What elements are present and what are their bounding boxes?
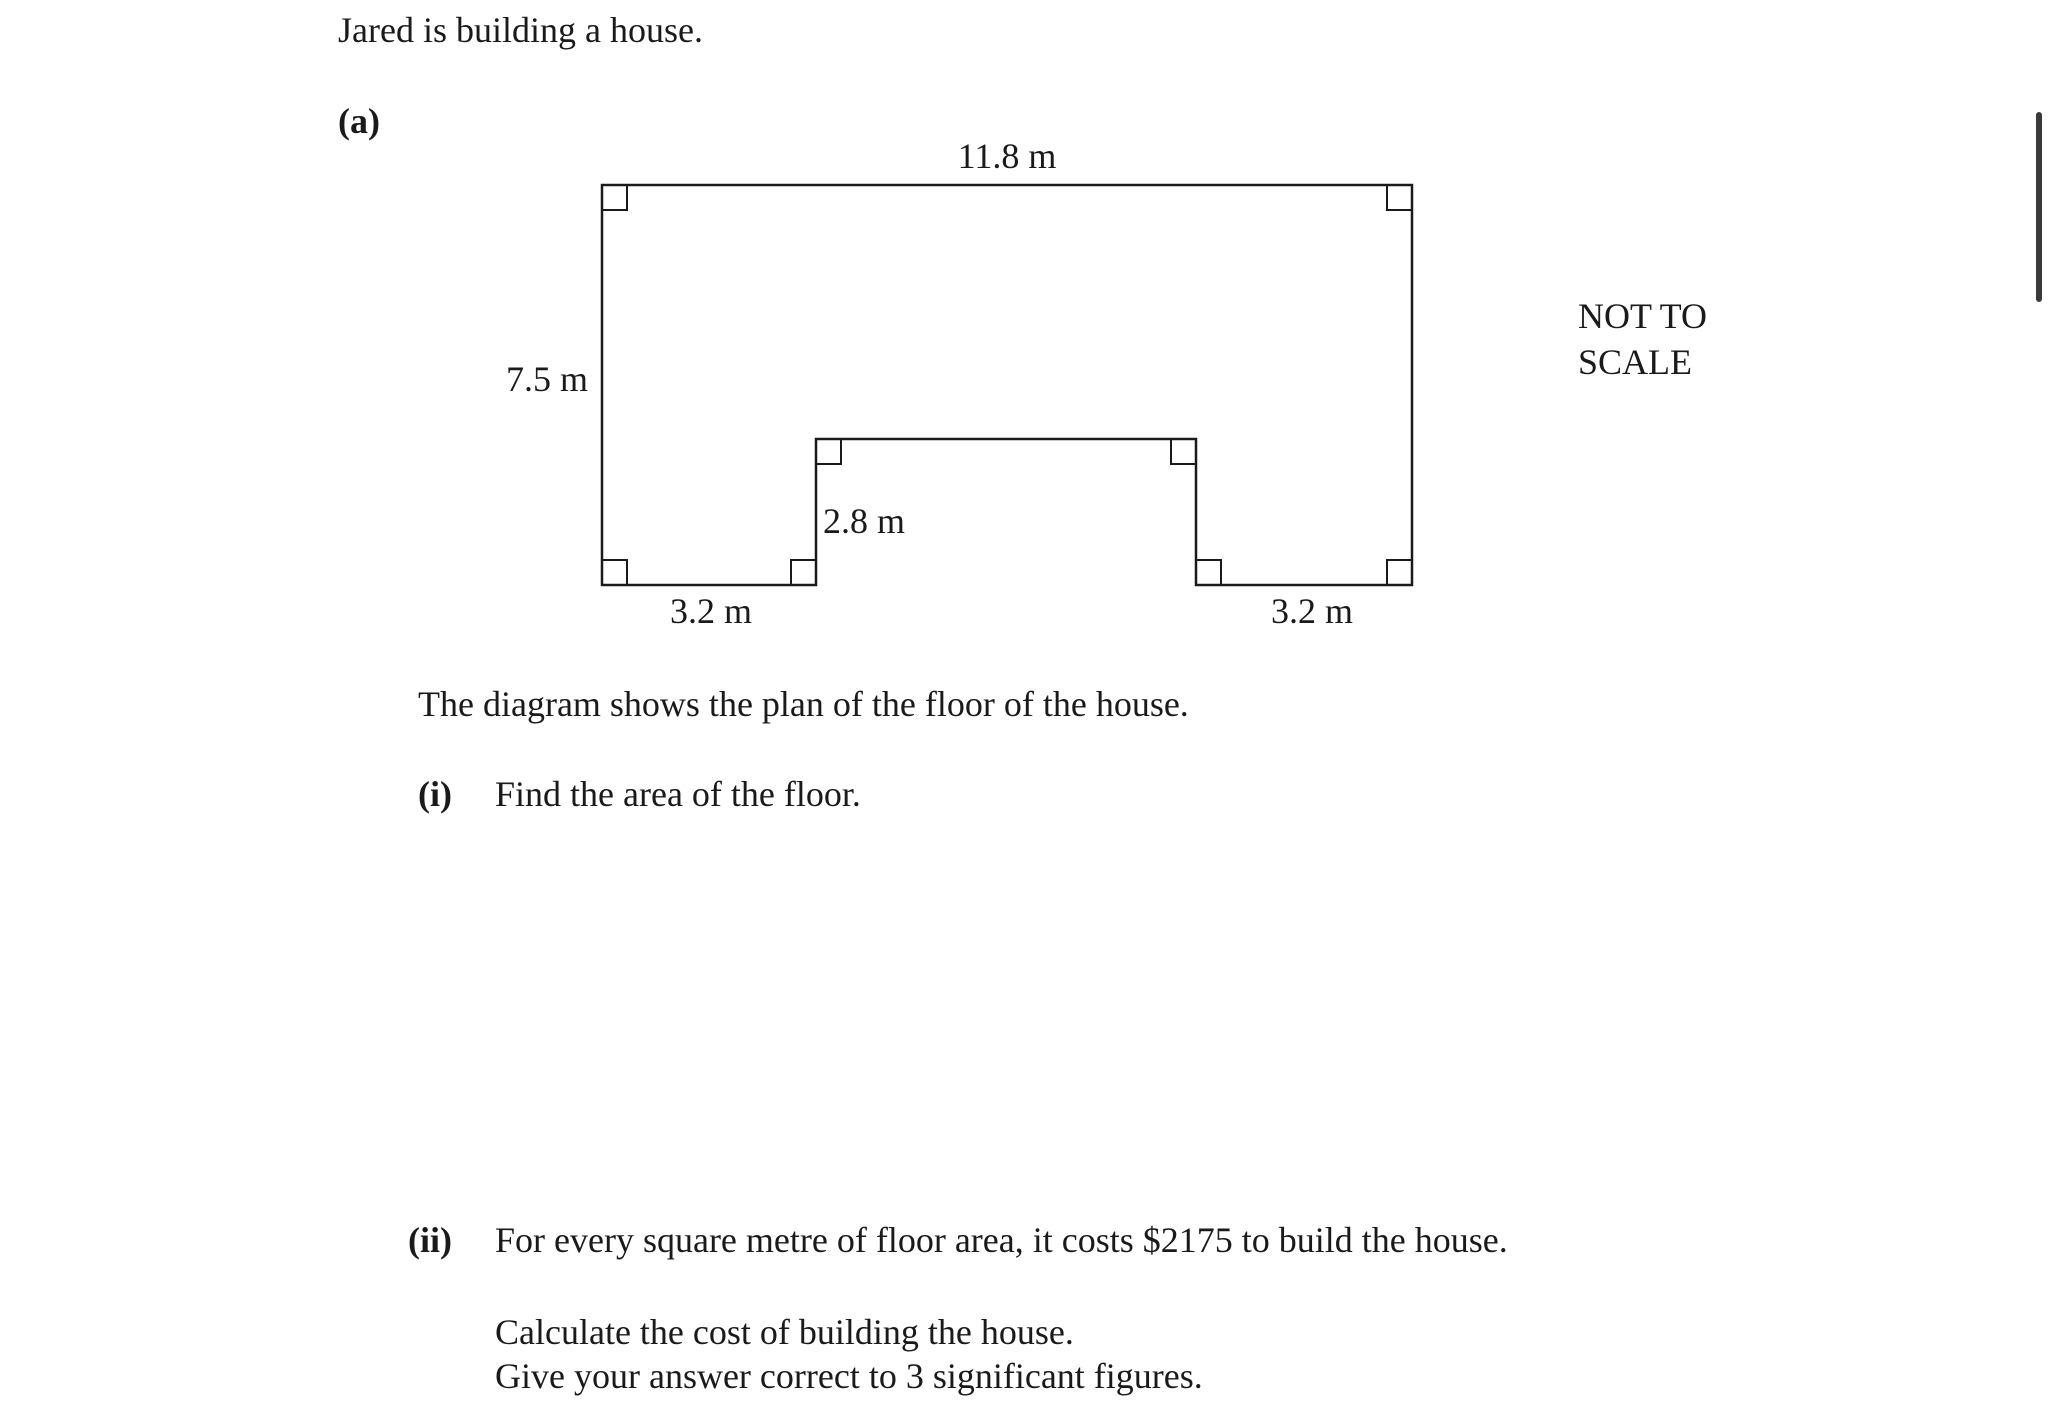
left-height-label: 7.5 m [505,359,588,399]
right-angle-marker [1171,439,1196,464]
right-angle-marker [602,560,627,585]
floor-plan-diagram [0,0,2048,700]
not-to-scale-line1: NOT TO [1578,296,1708,336]
right-angle-marker [1387,185,1412,210]
part-i-question: Find the area of the floor. [495,774,861,814]
right-angle-markers [602,185,1412,585]
diagram-description: The diagram shows the plan of the floor of the house. [418,684,1189,724]
part-a-label: (a) [338,101,380,141]
intro-text: Jared is building a house. [338,10,703,50]
right-angle-marker [602,185,627,210]
floor-plan-outline [602,185,1412,585]
vertical-scrollbar[interactable] [2036,112,2042,302]
part-ii-instruction-1: Calculate the cost of building the house. [495,1312,1074,1352]
top-length-label: 11.8 m [957,136,1057,176]
not-to-scale-line2: SCALE [1578,342,1693,382]
right-angle-marker [816,439,841,464]
inner-height-label: 2.8 m [823,501,906,541]
right-angle-marker [1387,560,1412,585]
right-angle-marker [1196,560,1221,585]
part-ii-instruction-2: Give your answer correct to 3 significant figures. [495,1356,1203,1396]
bottom-right-length-label: 3.2 m [1270,591,1354,631]
part-i-label: (i) [418,774,452,814]
right-angle-marker [791,560,816,585]
part-ii-label: (ii) [408,1220,452,1260]
bottom-left-length-label: 3.2 m [669,591,753,631]
part-ii-statement: For every square metre of floor area, it costs $2175 to build the house. [495,1220,1508,1260]
